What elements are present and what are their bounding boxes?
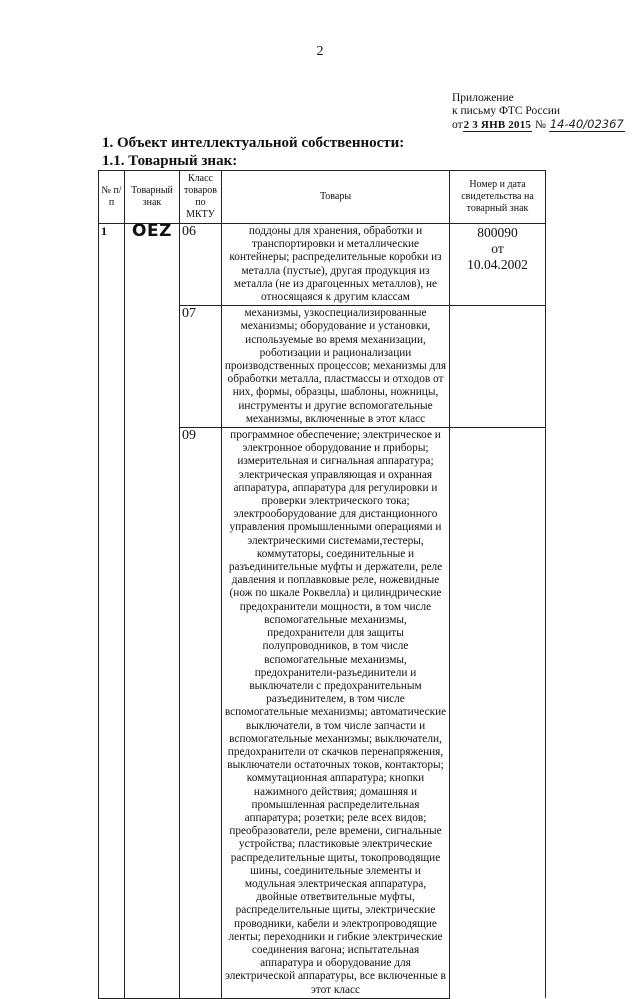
section-heading: 1. Объект интеллектуальной собственности: [102, 135, 405, 151]
number-prefix: № [535, 119, 546, 131]
table-header-row [99, 171, 546, 224]
appendix-block [452, 92, 625, 132]
appendix-line-2: к письму ФТС России [452, 105, 561, 117]
letter-date: 2 3 ЯНВ 2015 [463, 119, 532, 131]
certificate-date: 10.04.2002 [467, 257, 528, 272]
trademark-table [98, 170, 546, 999]
header-goods: Товары [222, 171, 450, 224]
date-prefix: от [452, 119, 463, 131]
certificate-from: от [491, 241, 504, 256]
header-trademark: Товарный знак [125, 171, 180, 224]
class-cell: 06 [180, 224, 222, 306]
trademark-cell [125, 221, 180, 999]
goods-cell: механизмы, узкоспециализированные механизмы; оборудование и установки, используемые во время механизации, роботизации и рационализации производственных процессов; механизмы для обработки металла, пластмассы и отходов от них, формы, образцы, шаблоны, ножницы, инструменты и другие вспомогательные механизмы, включенные в этот класс [222, 306, 450, 428]
empty-cell [450, 428, 546, 999]
certificate-cell [450, 224, 546, 306]
subsection-heading: 1.1. Товарный знак: [102, 153, 238, 169]
goods-cell: поддоны для хранения, обработки и транспортировки и металлические контейнеры; распределительные коробки из металла (пустые), другая продукция из металла (не из драгоценных металлов), не относящаяся к другим классам [222, 224, 450, 306]
table-row [99, 224, 546, 306]
empty-cell [450, 306, 546, 428]
class-cell: 09 [180, 428, 222, 999]
page-number: 2 [316, 44, 324, 59]
oez-logo: OEZ [132, 221, 172, 241]
header-certificate: Номер и дата свидетельства на товарный знак [450, 171, 546, 224]
goods-cell: программное обеспечение; электрическое и электронное оборудование и приборы; измерительная и сигнальная аппаратура; электрическая управляющая и охранная аппаратура, аппаратура для регулировки и проверки электрического тока; электрооборудование для дистанционного управления промышленными операциями и электрическими системами,тестеры, коммутаторы, соединительные и разъединительные муфты и держатели, реле давления и поплавковые реле, ножевидные (нож по шкале Роквелла) и цилиндрические предохранители мощности, в том числе вспомогательные механизмы, предохранители для защиты полупроводников, в том числе вспомогательные механизмы, предохранители-разъединители и выключатели с предохранительным разъединителем, в том числе вспомогательные механизмы; автоматические выключатели, в том числе запчасти и вспомогательные механизмы; выключатели, предохранители от скачков перенапряжения, выключатели остаточных токов, контакторы; коммутационная аппаратура; кнопки нажимного действия; домашняя и промышленная распределительная аппаратура; розетки; реле всех видов; преобразователи, реле времени, сигнальные устройства; пластиковые электрические распределительные щиты, токопроводящие шины, соединительные элементы и модульная электрическая аппаратура, двойные ответвительные муфты, распределительные щиты, электрические проводники, кабели и электропроводящие ленты; переходники и гибкие электрические соединения вагона; испытательная аппаратура и оборудование для электрической аппаратуры, все включенные в этот класс [222, 428, 450, 999]
letter-number: 14-40/02367 [549, 117, 624, 131]
header-class: Класс товаров по МКТУ [180, 171, 222, 224]
certificate-number: 800090 [477, 225, 518, 240]
class-cell: 07 [180, 306, 222, 428]
appendix-date-line [452, 118, 625, 132]
appendix-line-1: Приложение [452, 92, 514, 104]
row-number: 1 [99, 224, 125, 999]
header-num: № п/п [99, 171, 125, 224]
